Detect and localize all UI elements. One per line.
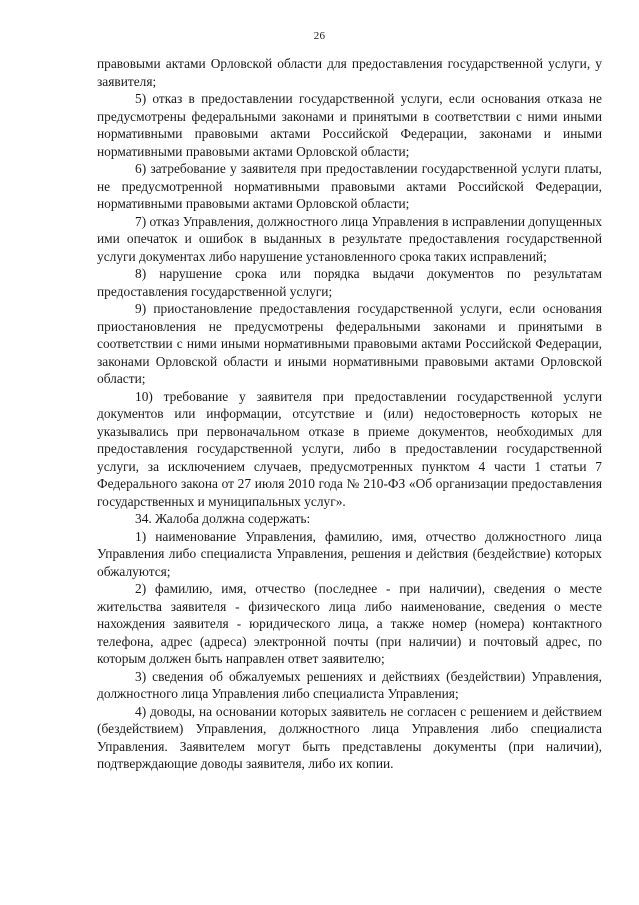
paragraph-complaint-item-4: 4) доводы, на основании которых заявитель не согласен с решением и действием (бездействием) Управления, должностного лица Управления либо специалиста Управления. Заявителем могут быть представлены документы (при наличии), подтверждающие доводы заявителя, либо их копии.	[97, 703, 602, 771]
paragraph-item-6: 6) затребование у заявителя при предоставлении государственной услуги платы, не предусмотренной нормативными правовыми актами Российской Федерации, нормативными правовыми актами Орловской области;	[97, 161, 602, 211]
paragraph-item-10: 10) требование у заявителя при предоставлении государственной услуги документов или информации, отсутствие и (или) недостоверность которых не указывались при первоначальном отказе в приеме документов, необходимых для предоставления государственной услуги, либо в предоставлении государственной услуги, за исключением случаев, предусмотренных пунктом 4 части 1 статьи 7 Федерального закона от 27 июля 2010 года № 210-ФЗ «Об организации предоставления государственных и муниципальных услуг».	[97, 388, 602, 509]
paragraph-item-5: 5) отказ в предоставлении государственной услуги, если основания отказа не предусмотрены федеральными законами и принятыми в соответствии с ними иными нормативными правовыми актами Российской Федерации, законами и иными нормативными правовыми актами Орловской области;	[97, 91, 602, 159]
paragraph-complaint-item-1: 1) наименование Управления, фамилию, имя, отчество должностного лица Управления либо специалиста Управления, решения и действия (бездействие) которых обжалуются;	[97, 528, 602, 579]
paragraph-item-9: 9) приостановление предоставления государственной услуги, если основания приостановления не предусмотрены федеральными законами и принятыми в соответствии с ними иными нормативными правовыми актами Российской Федерации, законами Орловской области и иными нормативными правовыми актами Орловской области;	[97, 301, 602, 386]
page-number: 26	[313, 30, 326, 42]
document-body	[97, 55, 602, 773]
paragraph-continuation: правовыми актами Орловской области для предоставления государственной услуги, у заявителя;	[97, 56, 602, 89]
paragraph-complaint-item-3: 3) сведения об обжалуемых решениях и действиях (бездействии) Управления, должностного лица Управления либо специалиста Управления;	[97, 668, 602, 701]
paragraph-item-8: 8) нарушение срока или порядка выдачи документов по результатам предоставления государственной услуги;	[97, 266, 602, 299]
paragraph-complaint-item-2: 2) фамилию, имя, отчество (последнее - при наличии), сведения о месте жительства заявителя - физического лица либо наименование, сведения о месте нахождения заявителя - юридического лица, а также номер (номера) контактного телефона, адрес (адреса) электронной почты (при наличии) и почтовый адрес, по которым должен быть направлен ответ заявителю;	[97, 581, 602, 666]
paragraph-item-7: 7) отказ Управления, должностного лица Управления в исправлении допущенных ими опечаток и ошибок в выданных в результате предоставления государственной услуги документах либо нарушение установленного срока таких исправлений;	[97, 213, 603, 264]
paragraph-section-34: 34. Жалоба должна содержать:	[135, 511, 311, 526]
